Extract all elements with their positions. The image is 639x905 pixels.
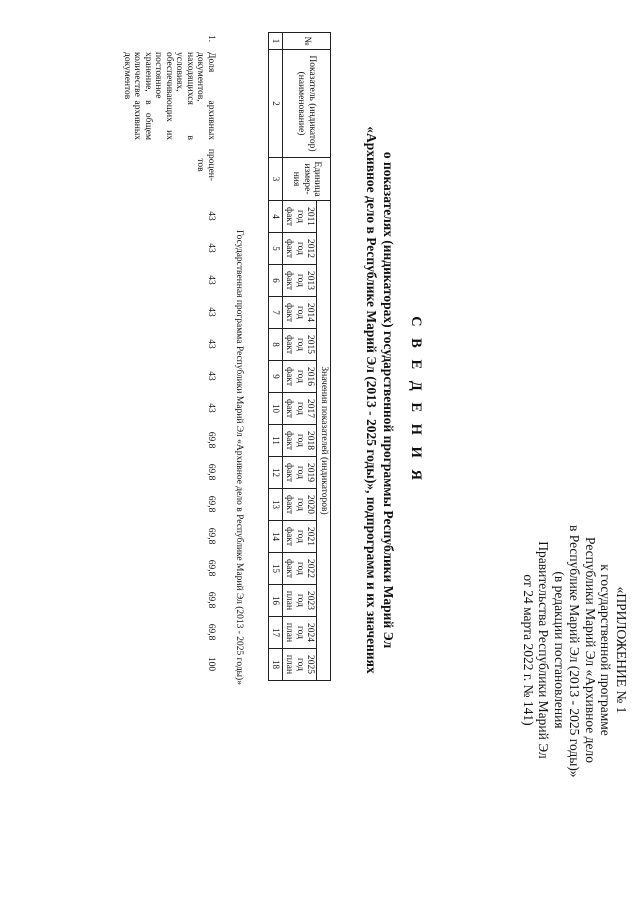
indicator-unit: процен-тов xyxy=(195,148,216,182)
indicator-name: Доля архивных документов, находящихся в условиях, обеспечивающих их постоянное хранение, в общем количестве архивных документов xyxy=(122,52,216,140)
year-header-unit: год xyxy=(295,594,305,607)
year-header-cell xyxy=(283,457,318,489)
year-header-kind: план xyxy=(284,590,295,611)
year-header-unit: год xyxy=(295,498,305,511)
indicator-value: 69,8 xyxy=(206,559,216,577)
row-number: 1. xyxy=(206,35,216,43)
year-header-year: 2015 xyxy=(305,335,316,354)
year-header-year: 2019 xyxy=(305,463,316,482)
year-header-kind: факт xyxy=(284,206,295,226)
year-header-unit: год xyxy=(295,306,305,319)
column-number-cell: 1 xyxy=(269,33,283,50)
year-header-cell xyxy=(283,233,318,265)
year-header-kind: факт xyxy=(284,366,295,386)
year-header-year: 2024 xyxy=(305,623,316,642)
appendix-header xyxy=(521,525,630,778)
year-header-kind: факт xyxy=(284,398,295,418)
header-number: № xyxy=(283,33,331,50)
year-header-year: 2022 xyxy=(305,559,316,578)
table-column-number-row xyxy=(269,33,283,681)
column-number-cell: 18 xyxy=(269,649,283,681)
year-header-cell xyxy=(283,553,318,585)
year-header-kind: факт xyxy=(284,302,295,322)
year-header-year: 2023 xyxy=(305,591,316,610)
year-header-kind: факт xyxy=(284,494,295,514)
year-header-kind: факт xyxy=(284,334,295,354)
table-header-row xyxy=(317,33,331,681)
indicator-value: 43 xyxy=(206,403,216,413)
indicator-value: 69,8 xyxy=(206,495,216,513)
indicator-value: 100 xyxy=(206,656,216,672)
program-name: Государственная программа Республики Марий Эл «Архивное дело в Республике Марий Эл (2013 - 2025 годы)» xyxy=(234,230,244,685)
year-header-unit: год xyxy=(295,242,305,255)
year-header-unit: год xyxy=(295,530,305,543)
column-number-cell: 17 xyxy=(269,617,283,649)
column-number-cell: 10 xyxy=(269,393,283,425)
appendix-line: Республики Марий Эл «Архивное дело xyxy=(583,537,598,763)
title-heading: С В Е Д Е Н И Я xyxy=(408,316,424,484)
year-header-unit: год xyxy=(295,210,305,223)
year-header-kind: факт xyxy=(284,238,295,258)
year-header-year: 2012 xyxy=(305,239,316,258)
column-number-cell: 4 xyxy=(269,201,283,233)
column-number-cell: 2 xyxy=(269,50,283,158)
appendix-line: (в редакции постановления xyxy=(552,571,567,729)
indicator-value: 43 xyxy=(206,211,216,221)
document-title xyxy=(363,120,424,680)
indicators-table xyxy=(269,32,332,681)
year-header-kind: факт xyxy=(284,430,295,450)
indicator-value: 69,8 xyxy=(206,527,216,545)
year-header-cell xyxy=(283,617,318,649)
header-unit: Единица измере-ния xyxy=(283,158,331,201)
column-number-cell: 13 xyxy=(269,489,283,521)
year-header-year: 2018 xyxy=(305,431,316,450)
column-number-cell: 11 xyxy=(269,425,283,457)
year-header-year: 2021 xyxy=(305,527,316,546)
year-header-cell xyxy=(283,361,318,393)
year-header-cell xyxy=(283,297,318,329)
appendix-line: Правительства Республики Марий Эл xyxy=(536,541,552,759)
year-header-year: 2014 xyxy=(305,303,316,322)
year-header-year: 2016 xyxy=(305,367,316,386)
title-line-2: «Архивное дело в Республике Марий Эл (2013 - 2025 годы)», подпрограмм и их значениях xyxy=(364,126,379,674)
appendix-line: от 24 марта 2022 г. № 141) xyxy=(521,574,536,726)
year-header-cell xyxy=(283,585,318,617)
year-header-unit: год xyxy=(295,658,305,671)
indicator-value: 69,8 xyxy=(206,431,216,449)
year-header-unit: год xyxy=(295,338,305,351)
appendix-line: к государственной программе xyxy=(598,564,614,736)
column-number-cell: 6 xyxy=(269,265,283,297)
year-header-kind: факт xyxy=(284,526,295,546)
year-header-kind: план xyxy=(284,654,295,675)
year-header-cell xyxy=(283,201,318,233)
header-values-group: Значения показателей (индикаторов) xyxy=(317,201,331,681)
year-header-year: 2025 xyxy=(305,655,316,674)
column-number-cell: 15 xyxy=(269,553,283,585)
column-number-cell: 16 xyxy=(269,585,283,617)
indicator-value: 43 xyxy=(206,339,216,349)
column-number-cell: 8 xyxy=(269,329,283,361)
year-header-kind: план xyxy=(284,622,295,643)
column-number-cell: 12 xyxy=(269,457,283,489)
indicator-value: 43 xyxy=(206,371,216,381)
year-header-cell xyxy=(283,649,318,681)
appendix-line: «ПРИЛОЖЕНИЕ № 1 xyxy=(614,586,629,714)
indicator-value: 69,8 xyxy=(206,623,216,641)
column-number-cell: 14 xyxy=(269,521,283,553)
indicator-value: 69,8 xyxy=(206,591,216,609)
year-header-cell xyxy=(283,521,318,553)
year-header-unit: год xyxy=(295,466,305,479)
year-header-cell xyxy=(283,489,318,521)
year-header-unit: год xyxy=(295,274,305,287)
year-header-year: 2013 xyxy=(305,271,316,290)
column-number-cell: 5 xyxy=(269,233,283,265)
indicator-value: 43 xyxy=(206,307,216,317)
column-number-cell: 3 xyxy=(269,158,283,201)
indicator-value: 43 xyxy=(206,275,216,285)
column-number-cell: 9 xyxy=(269,361,283,393)
year-header-cell xyxy=(283,265,318,297)
year-header-unit: год xyxy=(295,370,305,383)
year-header-cell xyxy=(283,329,318,361)
appendix-line: в Республике Марий Эл (2013 - 2025 годы)» xyxy=(567,525,583,778)
column-number-cell: 7 xyxy=(269,297,283,329)
year-header-unit: год xyxy=(295,434,305,447)
indicator-value: 43 xyxy=(206,243,216,253)
year-header-year: 2017 xyxy=(305,399,316,418)
year-header-unit: год xyxy=(295,626,305,639)
year-header-unit: год xyxy=(295,562,305,575)
year-header-kind: факт xyxy=(284,558,295,578)
year-header-unit: год xyxy=(295,402,305,415)
year-header-year: 2011 xyxy=(305,207,316,226)
table-body xyxy=(44,30,244,880)
title-line-1: о показателях (индикаторах) государственной программы Республики Марий Эл xyxy=(381,151,396,649)
year-header-kind: факт xyxy=(284,270,295,290)
year-header-year: 2020 xyxy=(305,495,316,514)
header-indicator: Показатель (индикатор) (наименование) xyxy=(283,50,331,158)
year-header-cell xyxy=(283,393,318,425)
indicator-value: 69,8 xyxy=(206,463,216,481)
year-header-kind: факт xyxy=(284,462,295,482)
year-header-cell xyxy=(283,425,318,457)
